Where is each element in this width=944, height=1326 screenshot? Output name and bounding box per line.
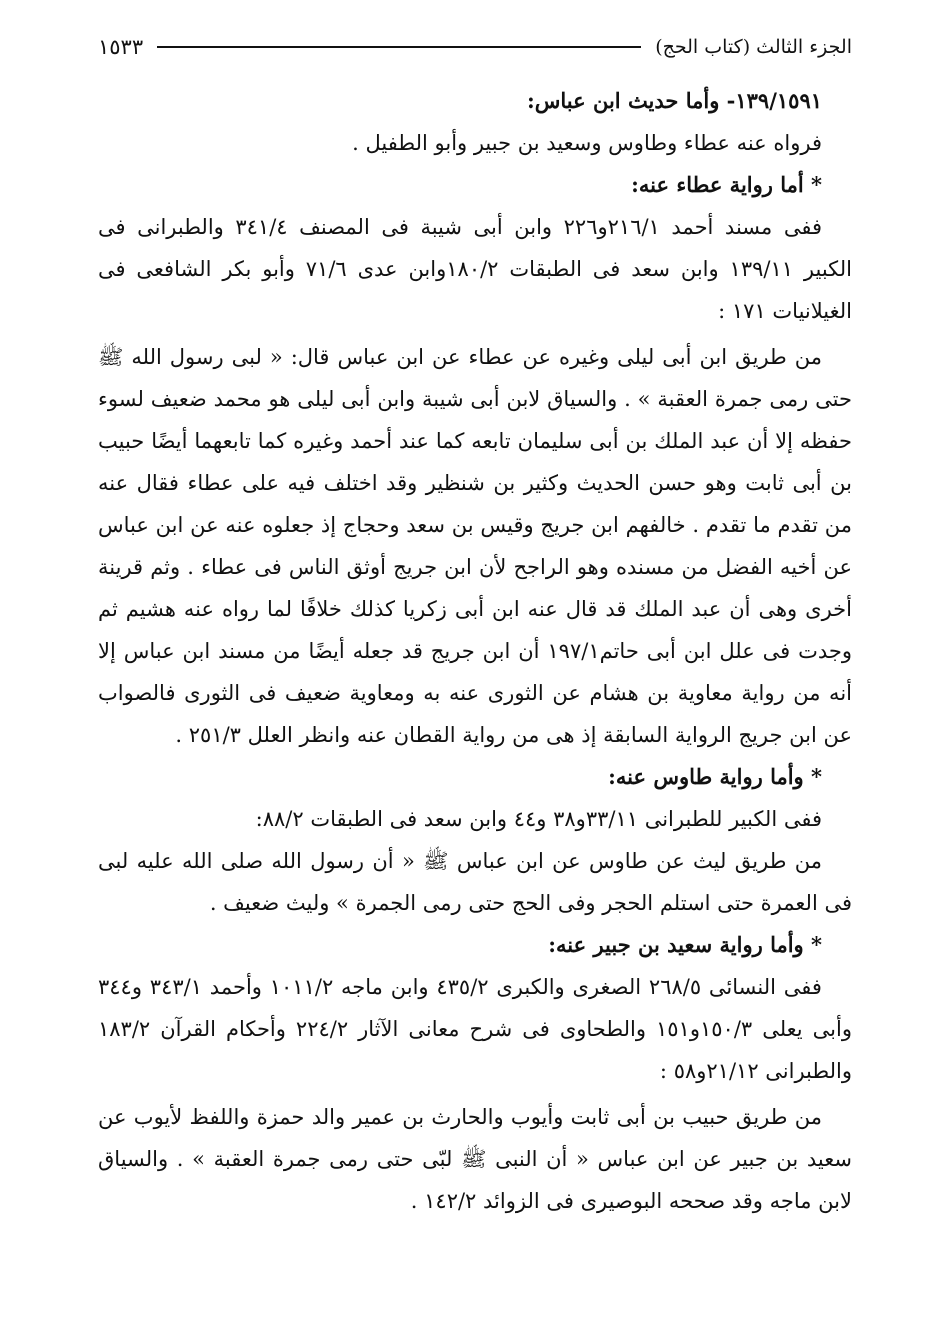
page-number: ١٥٣٣	[98, 35, 144, 59]
body-paragraph: فرواه عنه عطاء وطاوس وسعيد بن جبير وأبو الطفيل .	[352, 131, 822, 155]
section-heading: ١٣٩/١٥٩١- وأما حديث ابن عباس:	[527, 88, 822, 113]
body-paragraph: ففى النسائى ٢٦٨/٥ الصغرى والكبرى ٤٣٥/٢ وابن ماجه ١٠١١/٢ وأحمد ٣٤٣/١ و٣٤٤ وأبى يعلى ١٥٠/٣و١٥١ والطحاوى فى شرح معانى الآثار ٢٢٤/٢ وأحكام القرآن ١٨٣/٢ والطبرانى ٢١/١٢و٥٨ :	[98, 975, 852, 1083]
body-paragraph: من طريق ابن أبى ليلى وغيره عن عطاء عن ابن عباس قال: « لبى رسول الله ﷺ حتى رمى جمرة العقبة » . والسياق لابن أبى شيبة وابن أبى ليلى هو محمد ضعيف لسوء حفظه إلا أن عبد الملك بن أبى سليمان تابعه كما عند أحمد وغيره كما تابعهما أيضًا حبيب بن أبى ثابت وهو حسن الحديث وكثير بن شنظير وقد اختلف فيه على عطاء فقال عنه من تقدم ما تقدم . خالفهم ابن جريج وقيس بن سعد وحجاج إذ جعلوه عنه عن ابن عباس عن أخيه الفضل من مسنده وهو الراجح لأن ابن جريج أوثق الناس فى عطاء . وثم قرينة أخرى وهى أن عبد الملك قد قال عنه ابن أبى زكريا كذلك خلافًا لما رواه عنه هشيم ثم وجدت فى علل ابن أبى حاتم١٩٧/١ أن ابن جريج قد جعله أيضًا من مسند ابن عباس إلا أنه من رواية معاوية بن هشام عن الثورى عنه به ومعاوية ضعيف فى الثورى فالصواب عن ابن جريج الرواية السابقة إذ هى من رواية القطان عنه وانظر العلل ٢٥١/٣ .	[98, 345, 852, 747]
body-paragraph: ففى الكبير للطبرانى ٣٣/١١و٣٨ و٤٤ وابن سعد فى الطبقات ٨٨/٢:	[255, 807, 822, 831]
body-paragraph: ففى مسند أحمد ٢١٦/١و٢٢٦ وابن أبى شيبة فى المصنف ٣٤١/٤ والطبرانى فى الكبير ١٣٩/١١ وابن سعد فى الطبقات ١٨٠/٢وابن عدى ٧١/٦ وأبو بكر الشافعى فى الغيلانيات ١٧١ :	[98, 215, 852, 323]
section-heading: * وأما رواية سعيد بن جبير عنه:	[548, 932, 822, 957]
page-body	[98, 80, 852, 1222]
header-rule	[157, 46, 641, 48]
section-heading: * وأما رواية طاوس عنه:	[608, 764, 822, 789]
section-heading: * أما رواية عطاء عنه:	[631, 172, 822, 197]
body-paragraph: من طريق حبيب بن أبى ثابت وأيوب والحارث بن عمير والد حمزة واللفظ لأيوب عن سعيد بن جبير عن ابن عباس « أن النبى ﷺ لبّى حتى رمى جمرة العقبة » . والسياق لابن ماجه وقد صححه البوصيرى فى الزوائد ١٤٢/٢ .	[98, 1105, 852, 1213]
body-paragraph: من طريق ليث عن طاوس عن ابن عباس ﷺ « أن رسول الله صلى الله عليه لبى فى العمرة حتى استلم الحجر وفى الحج حتى رمى الجمرة » وليث ضعيف .	[98, 849, 852, 915]
page-header	[98, 34, 852, 60]
running-title: الجزء الثالث (كتاب الحج)	[655, 36, 852, 58]
